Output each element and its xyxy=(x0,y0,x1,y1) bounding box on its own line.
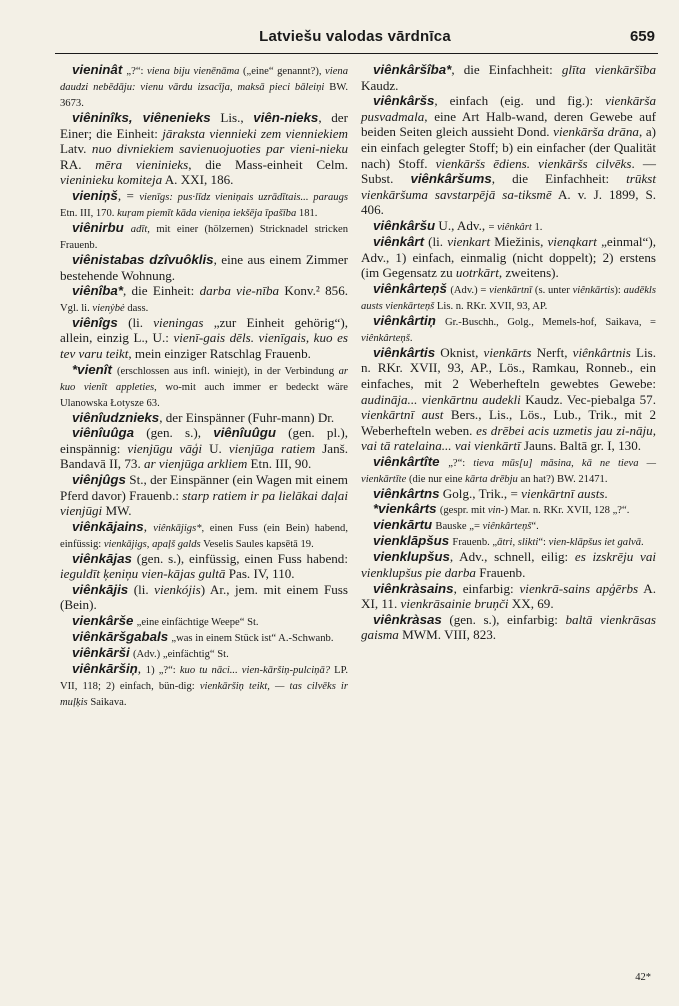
dictionary-entry: viênkârt (li. vienkart Miežinis, vienąkart „einmal“), Adv., 1) einfach, einmalig (nicht doppelt); 2) erstens (im Gegensatz zu uotrkārt, zweitens). xyxy=(361,233,656,281)
italic-text: adīt xyxy=(130,223,148,235)
dictionary-entry: viênîuûga (gen. s.), viênîuûgu (gen. pl.), einspännig: vienjūgu vāģi U. vienjūga ratiem Janš. Bandavā II, 73. ar vienjūga arkliem Etn. III, 90. xyxy=(60,425,349,472)
dictionary-entry: viênkājas (gen. s.), einfüssig, einen Fuss habend: ieguldīt ķeniņu vien-kājas gultā Pas. IV, 110. xyxy=(60,550,348,582)
italic-text: ar kuo vienīt appleties xyxy=(60,365,348,393)
dictionary-entry xyxy=(60,645,348,661)
italic-text: vienąkart xyxy=(547,233,597,249)
dictionary-entry: viênkâršs, einfach (eig. und fig.): vienkārša pusvadmala, eine Art Halb-wand, deren Gewebe auf beiden Seiten gleich aussieht Dond. vienkārša drāna, a) ein einfach gelegter Stoff; b) ein einfacher (der Qualität nach) Stoff. vienkāršs ēdiens. vienkāršs cilvēks. — Subst. viênkâršums, die Einfachheit: trūkst vienkāršuma savstarpējā sa-tiksmē A. v. J. 1899, S. 406. xyxy=(361,93,657,218)
headword: viênkràsains xyxy=(373,580,454,596)
dictionary-entry: viênîba*, die Einheit: darba vie-nība Konv.² 856. Vgl. li. vienẏbė dass. xyxy=(60,283,349,314)
headword: viênkâršu xyxy=(373,217,436,233)
italic-text: viênkârteņš xyxy=(361,332,410,344)
italic-text: vienkārša drāna xyxy=(553,124,639,140)
headword: *vienît xyxy=(72,361,112,377)
headword: viênkâršîba* xyxy=(373,62,452,77)
dictionary-entry xyxy=(60,613,348,629)
small-print: Gr.-Buschh., Golg., Memels-hof, Saikava, = viênkârteņš. xyxy=(361,316,656,344)
italic-text: kuo tu nāci... vien-kāršiņ-pulciņā? xyxy=(179,665,331,677)
italic-text: vien-klāpšus iet galvā xyxy=(548,537,642,549)
running-title: Latviešu valodas vārdnīca xyxy=(259,28,451,45)
italic-text: viênkārtis xyxy=(572,284,615,296)
headword: viênkājains xyxy=(72,518,144,534)
italic-text: mēra vieninieks xyxy=(95,156,189,172)
small-print: „?“: viena biju vienēnāma („eine“ genannt?), viena daudzi nebēdāju: vienu vārdu izsacīja, maksā pieci bāleiņi BW. 3673. xyxy=(60,66,349,109)
italic-text: vienī-gais dēls. vienīgais, kuo es tev varu teikt xyxy=(60,330,348,361)
headword: viêninîks, viênenieks xyxy=(72,110,211,125)
headword: *vienkârts xyxy=(373,501,437,517)
headword: viênjûgs xyxy=(72,471,126,487)
headword: viênîuûgu xyxy=(213,425,276,441)
headword: viênkājas xyxy=(72,550,132,566)
italic-text: viênkârt xyxy=(497,221,532,233)
italic-text: jāraksta viennieki zem vienniekiem xyxy=(162,125,348,141)
italic-text: trūkst vienkāršuma savstarpējā sa-tiksmē xyxy=(361,171,656,202)
italic-text: viênkârteņš xyxy=(482,521,532,533)
italic-text: viênkârtnis xyxy=(572,344,631,360)
headword: viênkârtis xyxy=(373,344,436,360)
headword: viênkârt xyxy=(373,233,424,249)
small-print: (Adv.) = vienkārtnī (s. unter viênkārtis): audēkls austs vienkārteņš Lis. n. RKr. XVII, 93, AP. xyxy=(361,284,656,312)
headword: viênkārši xyxy=(72,645,130,661)
dictionary-entry: viênkājis (li. vienkójis) Ar., jem. mit einem Fuss (Bein). xyxy=(60,581,348,613)
dictionary-entry: vienklupšus, Adv., schnell, eilig: es izskrēju vai vienklupšus pie darba Frauenb. xyxy=(361,549,657,581)
italic-text: starp ratiem ir pa lielākai daļai vienjūgi xyxy=(60,487,348,519)
dictionary-entry xyxy=(361,313,656,345)
headword: viênîudznieks xyxy=(72,409,160,425)
dictionary-entry: viênkràsains, einfarbig: vienkrā-sains apģērbs A. XI, 11. vienkrāsainie bruņči XX, 69. xyxy=(361,580,657,612)
italic-text: vienjūga ratiem xyxy=(228,440,316,456)
italic-text: baltā vienkrāsas gaisma xyxy=(361,611,656,643)
headword: viênîgs xyxy=(72,314,118,330)
italic-text: kārta xyxy=(465,473,488,485)
small-print: (Adv.) „einfächtig“ St. xyxy=(132,649,229,661)
headword: viênkârtiņ xyxy=(373,312,436,328)
right-column xyxy=(361,62,656,643)
headword: vieninât xyxy=(72,62,123,77)
italic-text: tieva mūs[u] māsina, kā ne tieva — vienkārtīte xyxy=(361,457,656,485)
italic-text: vienkrā-sains apģērbs xyxy=(519,580,639,596)
page-header xyxy=(55,28,655,52)
dictionary-entry: viêninîks, viênenieks Lis., viên-nieks, der Einer; die Einheit: jāraksta viennieki zem vienniekiem Latv. nuo divniekiem savienuojuoties par vieni-nieku RA. mēra vieninieks, die Mass-einheit Celm. vieninieku komiteja A. XXI, 186. xyxy=(60,110,348,188)
italic-text: viena daudzi nebēdāju: vienu vārdu izsacīja, maksā pieci bāleiņi xyxy=(60,66,348,93)
headword: vieniņš xyxy=(72,187,118,203)
headword: viênistabas dzîvuôklis xyxy=(72,251,214,267)
dictionary-entry: viênîudznieks, der Einspänner (Fuhr-mann) Dr. xyxy=(72,409,335,425)
italic-text: vienkart xyxy=(447,233,491,249)
small-print: = viênkârt 1. xyxy=(488,221,543,233)
small-print: „eine einfächtige Weepe“ St. xyxy=(136,617,259,629)
dictionary-entry xyxy=(60,220,348,252)
italic-text: vienkājigs, apaļš galds xyxy=(103,538,201,550)
signature-mark: 42* xyxy=(635,972,651,983)
italic-text: vieninieku komiteja xyxy=(60,172,163,188)
italic-text: ātri, slikti xyxy=(497,537,539,549)
italic-text: vieningas xyxy=(153,314,204,330)
dictionary-entry: viênkârtns Golg., Trik., = vienkārtnī austs. xyxy=(373,485,608,501)
italic-text: vienkrāsainie bruņči xyxy=(400,596,509,612)
headword: viênîuûga xyxy=(72,425,135,441)
headword: viênkāršiņ xyxy=(72,661,138,677)
italic-text: vienkāršiņ teikt, — tas cilvēks ir muļķis xyxy=(60,681,348,709)
headword: viênkârteņš xyxy=(373,280,447,296)
small-print: Bauske „= viênkârteņš“. xyxy=(435,521,539,533)
headword: viênkâršums xyxy=(410,171,492,187)
italic-text: ar vienjūga arkliem xyxy=(144,456,248,472)
headword: viênkràsas xyxy=(373,611,442,627)
dictionary-entry: viênjûgs St., der Einspänner (ein Wagen mit einem Pferd davor) Frauenb.: starp ratiem ir pa lielākai daļai vienjūgi MW. xyxy=(60,471,348,519)
italic-text: drēbju xyxy=(490,473,518,485)
italic-text: es drēbei acis uzmetis jau zi-nāju, vai tā ratelaina... vai vienkārtī xyxy=(361,422,656,454)
dictionary-entry xyxy=(361,454,656,486)
dictionary-entry: viênkâršîba*, die Einfachheit: glīta vienkāršība Kaudz. xyxy=(361,62,656,93)
headword: vienklāpšus xyxy=(373,533,450,549)
dictionary-entry: viênkâršu U., Adv., = viênkârt 1. xyxy=(373,217,543,233)
italic-text: uotrkārt xyxy=(455,265,499,281)
italic-text: ieguldīt ķeniņu vien-kājas gultā xyxy=(60,566,226,582)
small-print: viênkājigs*, einen Fuss (ein Bein) habend, einfüssig: vienkājigs, apaļš galds Veselis Saules kapsētā 19. xyxy=(60,522,348,550)
italic-text: vienkójis xyxy=(154,581,201,597)
headword: viênirbu xyxy=(72,219,124,235)
italic-text: darba vie-nība xyxy=(199,283,280,299)
small-print: 1) „?“: kuo tu nāci... vien-kāršiņ-pulciņā? LP. VII, 118; 2) einfach, bün-dig: vienkāršiņ teikt, — tas cilvēks ir muļķis Saikava. xyxy=(60,665,348,709)
headword: viênkârtns xyxy=(373,485,440,501)
dictionary-entry: vieniņš, = vienīgs: pus·līdz vieniņais uzrādītais... paraugs Etn. III, 170. kuŗam piemīt kāda vieniņa iekšēja īpašība 181. xyxy=(60,187,348,219)
small-print: (gespr. mit vin-) Mar. n. RKr. XVII, 128 „?“. xyxy=(439,505,630,517)
dictionary-entry xyxy=(361,533,656,549)
headword: vienklupšus xyxy=(373,549,450,565)
small-print: (erschlossen aus infl. winiejt), in der Verbindung ar kuo vienīt appleties, wo-mit auch immer er bedeckt wäre Ulanowska Łotysze 63. xyxy=(60,365,348,409)
headword: vienkârše xyxy=(72,613,134,629)
italic-text: vienkārtnī aust xyxy=(361,407,444,423)
italic-text: vienkārtnī xyxy=(489,284,533,296)
italic-text: vienkārtnī austs xyxy=(521,485,605,501)
dictionary-entry xyxy=(361,501,656,517)
dictionary-entry: viênkājains, viênkājigs*, einen Fuss (ein Bein) habend, einfüssig: vienkājigs, apaļš galds Veselis Saules kapsētā 19. xyxy=(60,518,348,550)
dictionary-entry xyxy=(361,517,656,533)
italic-text: audēkls austs vienkārteņš xyxy=(361,284,656,312)
italic-text: vienkārts xyxy=(483,344,532,360)
italic-text: viena biju vienēnāma xyxy=(147,66,240,77)
dictionary-entry xyxy=(361,281,656,313)
dictionary-entry xyxy=(60,362,348,410)
italic-text: audināja... vienkārtnu audekli xyxy=(361,391,521,407)
dictionary-entry: viênistabas dzîvuôklis, eine aus einem Zimmer bestehende Wohnung. xyxy=(60,251,348,283)
small-print: Vgl. li. vienẏbė dass. xyxy=(60,302,149,314)
dictionary-entry xyxy=(60,62,348,110)
dictionary-entry: viênkràsas (gen. s.), einfarbig: baltā vienkrāsas gaisma MWM. VIII, 823. xyxy=(361,611,656,643)
dictionary-entry: viênîgs (li. vieningas „zur Einheit gehörig“), allein, einzig L., U.: vienī-gais dēls. vienīgais, kuo es tev varu teikt, mein einziger Ratschlag Frauenb. xyxy=(60,314,348,361)
small-print: „was in einem Stück ist“ A.-Schwanb. xyxy=(171,633,334,645)
dictionary-entry: viênkârtis Oknist, vienkārts Nerft, viênkârtnis Lis. n. RKr. XVII, 93, AP., Lös., Ramkau, Ronneb., ein einfaches, mit 2 Weberhefteln gewebtes Gewebe: audināja... vienkārtnu audekli Kaudz. Vec-piebalga 57. vienkārtnī aust Bers., Lis., Lös., Lub., Trik., mit 2 Weberhefteln weben. es drēbei acis uzmetis jau zi-nāju, vai tā ratelaina... vai vienkārtī Jauns. Baltā gr. I, 130. xyxy=(361,344,657,454)
italic-text: glīta vienkāršība xyxy=(561,62,656,77)
italic-text: es izskrēju vai vienklupšus pie darba xyxy=(361,549,657,581)
italic-text: vienkāršs ēdiens. vienkāršs cilvēks xyxy=(435,155,632,171)
italic-text: vienīgs: pus·līdz vieniņais uzrādītais... paraugs xyxy=(139,191,348,203)
small-print: vienīgs: pus·līdz vieniņais uzrādītais... paraugs Etn. III, 170. kuŗam piemīt kāda vieniņa iekšēja īpašība 181. xyxy=(60,191,348,219)
italic-text: vin- xyxy=(487,505,505,517)
small-print: „?“: tieva mūs[u] māsina, kā ne tieva — vienkārtīte (die nur eine kārta drēbju an hat?) BW. 21471. xyxy=(361,457,656,485)
italic-text: vienẏbė xyxy=(92,302,125,314)
italic-text: viênkājigs* xyxy=(153,522,202,534)
headword: vienkārtu xyxy=(373,517,433,533)
small-print: adīt, mit einer (hölzernen) Stricknadel stricken Frauenb. xyxy=(60,223,348,251)
headword: viênkājis xyxy=(72,581,129,597)
italic-text: vienjūgu vāģi xyxy=(127,440,203,456)
page-number: 659 xyxy=(629,28,655,45)
italic-text: vienkārša pusvadmala xyxy=(361,93,656,124)
header-rule xyxy=(55,53,658,54)
dictionary-entry: viênkāršiņ, 1) „?“: kuo tu nāci... vien-kāršiņ-pulciņā? LP. VII, 118; 2) einfach, bün-dig: vienkāršiņ teikt, — tas cilvēks ir muļķis Saikava. xyxy=(60,661,348,709)
dictionary-entry xyxy=(60,629,348,645)
headword: viênîba* xyxy=(72,283,123,299)
headword: viênkāršgabals xyxy=(72,629,169,645)
left-column xyxy=(60,62,348,709)
italic-text: kuŗam piemīt kāda vieniņa iekšēja īpašība xyxy=(117,207,297,219)
headword: viên-nieks xyxy=(253,110,319,125)
headword: viênkârtîte xyxy=(373,453,440,469)
headword: viênkâršs xyxy=(373,93,435,109)
small-print: Frauenb. „ātri, slikti“: vien-klāpšus iet galvā. xyxy=(452,537,644,549)
italic-text: nuo divniekiem savienuojuoties par vieni-nieku xyxy=(91,141,348,157)
